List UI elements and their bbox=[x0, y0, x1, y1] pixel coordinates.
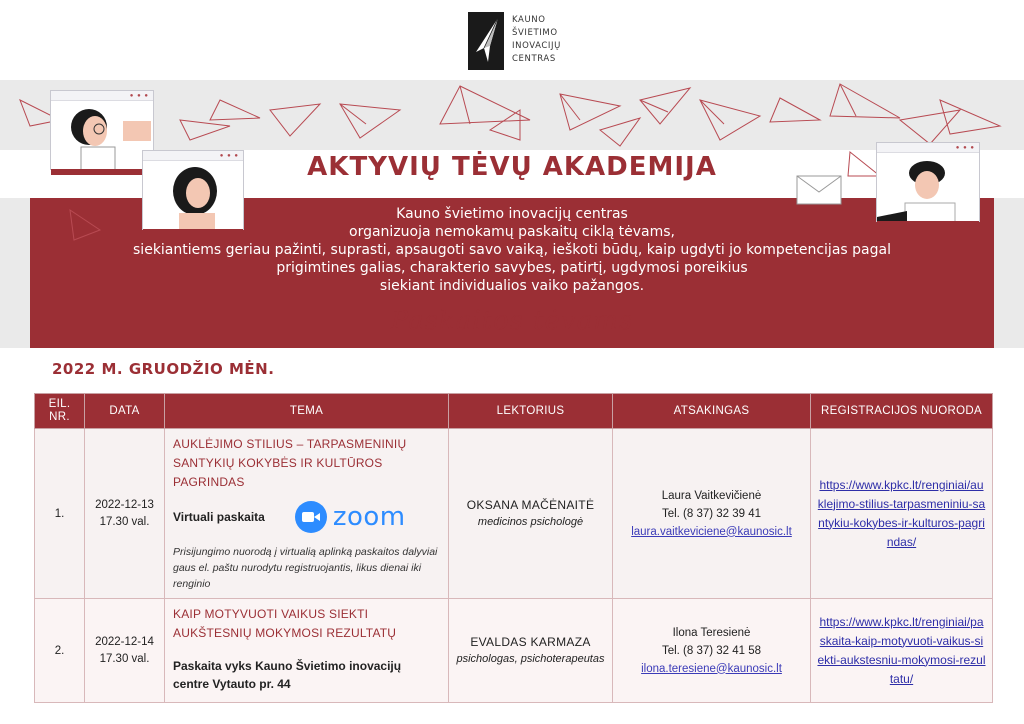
table-header-row bbox=[35, 394, 993, 429]
row-nr: 2. bbox=[35, 599, 85, 703]
logo-line: KAUNO bbox=[512, 15, 546, 25]
row-responsible bbox=[613, 429, 811, 599]
header-nr-line: EIL. bbox=[48, 398, 71, 410]
topic-title: AUKLĖJIMO STILIUS – TARPASMENINIŲ SANTYKIŲ KOKYBĖS IR KULTŪROS PAGRINDAS bbox=[173, 437, 407, 489]
lecturer-role: medicinos psichologė bbox=[477, 515, 584, 528]
table-row bbox=[35, 429, 993, 599]
event-time: 17.30 val. bbox=[99, 515, 150, 528]
zoom-logo bbox=[295, 501, 406, 533]
row-registration bbox=[811, 599, 993, 703]
topic-format: Virtuali paskaita bbox=[173, 510, 265, 524]
row-topic bbox=[165, 429, 449, 599]
illustration-window-woman-glasses: ● ● ● bbox=[50, 90, 154, 170]
schedule-table bbox=[34, 393, 993, 703]
illustration-window-man: ● ● ● bbox=[876, 142, 980, 222]
row-date bbox=[85, 429, 165, 599]
event-date: 2022-12-13 bbox=[95, 498, 154, 511]
header-registration: REGISTRACIJOS NUORODA bbox=[811, 394, 993, 429]
row-date bbox=[85, 599, 165, 703]
banner-description bbox=[60, 205, 964, 295]
zoom-camera-icon bbox=[295, 501, 327, 533]
banner-line: siekiantiems geriau pažinti, suprasti, apsaugoti savo vaiką, ieškoti būdų, kaip ugdyti jo kompetencijas pagal bbox=[133, 242, 891, 258]
logo-line: ŠVIETIMO bbox=[512, 28, 558, 38]
responsible-name: Laura Vaitkevičienė bbox=[661, 489, 762, 502]
responsible-phone: Tel. (8 37) 32 41 58 bbox=[661, 644, 762, 657]
zoom-wordmark: zoom bbox=[332, 502, 406, 532]
banner-line: prigimtines galias, charakterio savybes, patirtį, ugdymosi poreikius bbox=[276, 260, 748, 276]
header-nr bbox=[35, 394, 85, 429]
banner-line: Kauno švietimo inovacijų centras bbox=[396, 206, 628, 222]
header-responsible: ATSAKINGAS bbox=[613, 394, 811, 429]
lecturer-role: psichologas, psichoterapeutas bbox=[456, 652, 605, 665]
responsible-email-link[interactable]: laura.vaitkeviciene@kaunosic.lt bbox=[631, 525, 792, 538]
topic-format-row bbox=[173, 500, 440, 534]
lecturer-name: EVALDAS KARMAZA bbox=[470, 634, 591, 649]
row-responsible bbox=[613, 599, 811, 703]
event-time: 17.30 val. bbox=[99, 652, 150, 665]
event-date: 2022-12-14 bbox=[95, 635, 154, 648]
row-lecturer bbox=[449, 429, 613, 599]
responsible-phone: Tel. (8 37) 32 39 41 bbox=[661, 507, 762, 520]
row-topic bbox=[165, 599, 449, 703]
row-lecturer bbox=[449, 599, 613, 703]
lecturer-name: OKSANA MAČĖNAITĖ bbox=[466, 497, 595, 512]
registration-link[interactable]: https://www.kpkc.lt/renginiai/auklejimo-stilius-tarpasmeniniu-santykiu-kokybes-ir-kulturos-pagrindas/ bbox=[817, 477, 986, 549]
logo bbox=[468, 12, 608, 72]
topic-format: Paskaita vyks Kauno Švietimo inovacijų centre Vytauto pr. 44 bbox=[173, 659, 402, 691]
registration-link[interactable]: https://www.kpkc.lt/renginiai/paskaita-kaip-motyvuoti-vaikus-siekti-aukstesniu-mokymosi-rezultatu/ bbox=[817, 614, 986, 686]
paper-plane-logo-icon bbox=[468, 12, 504, 70]
responsible-name: Ilona Teresienė bbox=[672, 626, 751, 639]
logo-text bbox=[512, 14, 561, 66]
banner-line: organizuoja nemokamų paskaitų ciklą tėvams, bbox=[349, 224, 675, 240]
topic-title: KAIP MOTYVUOTI VAIKUS SIEKTI AUKŠTESNIŲ MOKYMOSI REZULTATŲ bbox=[173, 607, 397, 640]
row-nr: 1. bbox=[35, 429, 85, 599]
logo-line: INOVACIJŲ bbox=[512, 41, 561, 51]
header-nr-line: NR. bbox=[49, 411, 70, 423]
banner-subtitle: Paskaitos tėvams bbox=[390, 306, 634, 336]
logo-line: CENTRAS bbox=[512, 54, 556, 64]
row-registration bbox=[811, 429, 993, 599]
illustration-window-woman: ● ● ● bbox=[142, 150, 244, 230]
banner-line: siekiant individualios vaiko pažangos. bbox=[379, 278, 645, 294]
banner-title: AKTYVIŲ TĖVŲ AKADEMIJA bbox=[307, 152, 717, 182]
responsible-email-link[interactable]: ilona.teresiene@kaunosic.lt bbox=[641, 662, 782, 675]
topic-note: Prisijungimo nuorodą į virtualią aplinką paskaitos dalyviai gaus el. paštu nurodytu registruojantis, likus dienai iki renginio bbox=[173, 546, 438, 590]
table-row bbox=[35, 599, 993, 703]
header-date: DATA bbox=[85, 394, 165, 429]
header-topic: TEMA bbox=[165, 394, 449, 429]
header-lecturer: LEKTORIUS bbox=[449, 394, 613, 429]
month-heading: 2022 M. GRUODŽIO MĖN. bbox=[52, 360, 275, 378]
